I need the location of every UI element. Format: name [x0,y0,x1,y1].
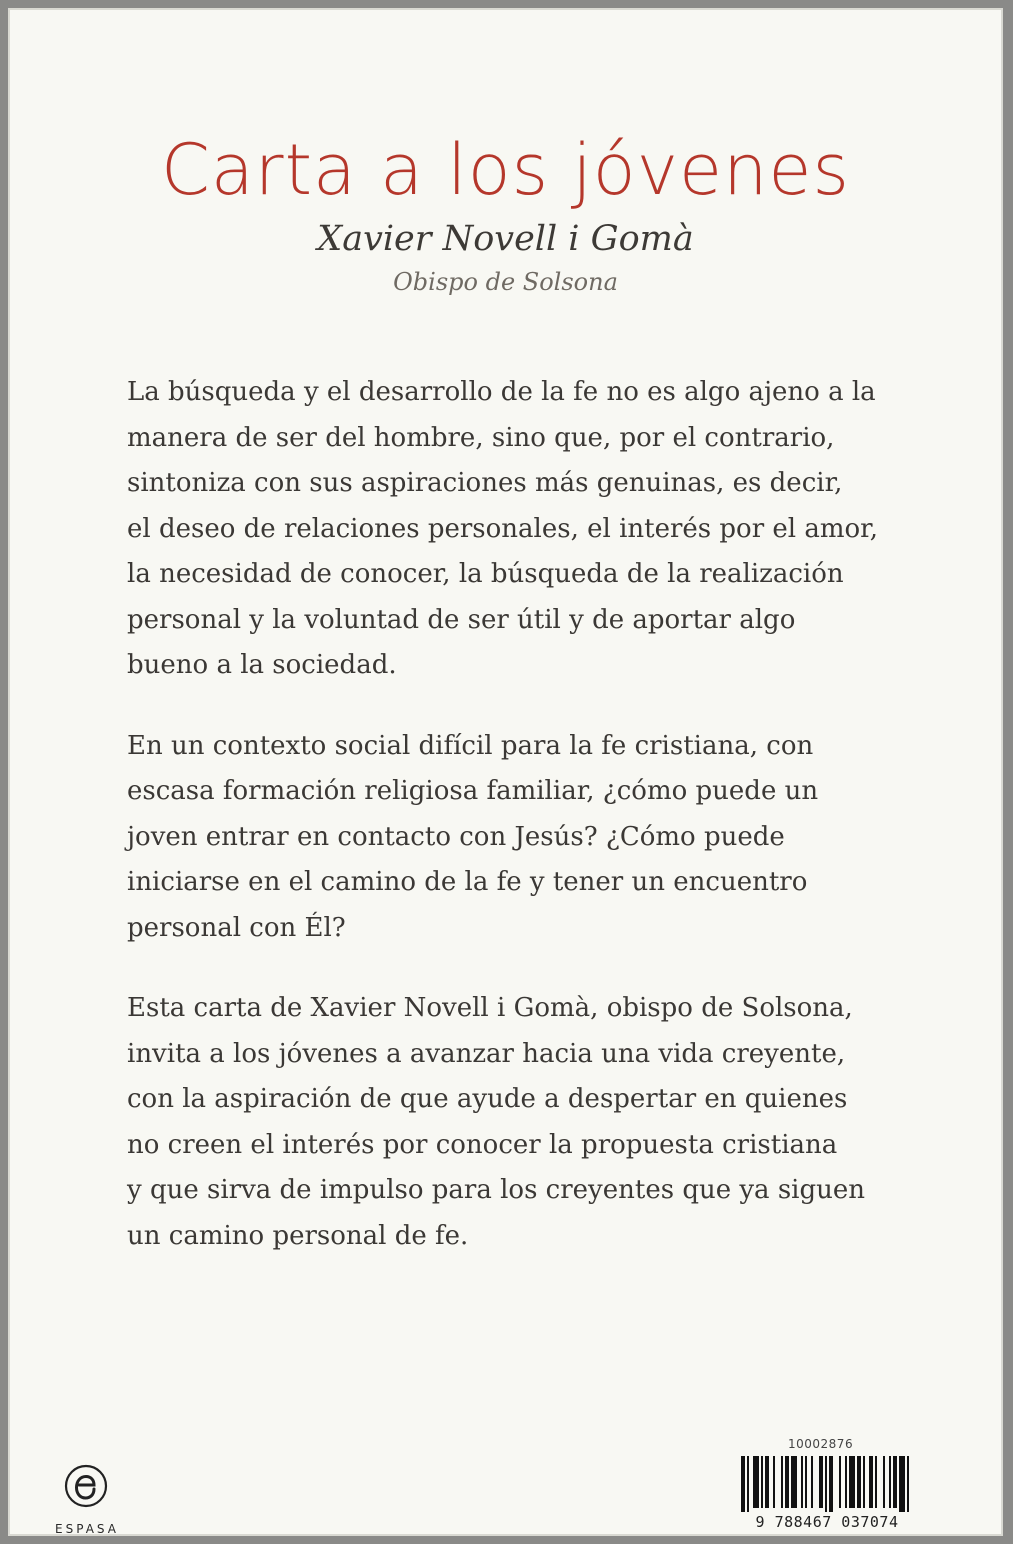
barcode-bar [875,1456,877,1508]
barcode-bar [741,1456,745,1512]
barcode-bar [845,1456,847,1508]
back-cover [8,8,1003,1536]
barcode-bar [765,1456,769,1508]
blurb-line: y que sirva de impulso para los creyentes que ya siguen [127,1175,865,1205]
barcode-bar [893,1456,897,1508]
book-title: Carta a los jóvenes [161,129,850,211]
barcode-bar [863,1456,865,1508]
barcode-bar [869,1456,873,1508]
blurb-line: manera de ser del hombre, sino que, por el contrario, [127,422,835,453]
barcode-bar [753,1456,759,1508]
barcode-bar [801,1456,803,1508]
blurb-line: joven entrar en contacto con Jesús? ¿Cómo puede [127,821,785,852]
publisher-name: ESPASA [55,1522,119,1536]
barcode-bar [889,1456,891,1508]
internal-code: 10002876 [788,1437,854,1451]
blurb-paragraph-3 [127,986,927,1259]
author-name: Xavier Novell i Gomà [317,219,694,259]
blurb-text [127,370,927,1294]
blurb-line: la necesidad de conocer, la búsqueda de la realización [127,559,844,589]
blurb-line: no creen el interés por conocer la propuesta cristiana [127,1129,838,1160]
barcode-bar [805,1456,807,1508]
barcode-bar [781,1456,783,1508]
isbn-number: 9 788467 037074 [755,1513,899,1531]
author-role: Obispo de Solsona [393,268,618,296]
barcode-bar [883,1456,885,1508]
barcode-bar [811,1456,813,1508]
barcode-bar [907,1456,909,1512]
blurb-line: personal y la voluntad de ser útil y de aportar algo [127,604,796,635]
blurb-line: sintoniza con sus aspiraciones más genuinas, es decir, [127,468,843,498]
blurb-line: un camino personal de fe. [127,1220,469,1251]
blurb-line: Esta carta de Xavier Novell i Gomà, obispo de Solsona, [127,993,853,1023]
barcode-bar [773,1456,775,1508]
blurb-line: personal con Él? [127,912,346,943]
blurb-line: con la aspiración de que ayude a despertar en quienes [127,1084,848,1114]
barcode [741,1456,913,1512]
barcode-bar [829,1456,833,1512]
blurb-line: En un contexto social difícil para la fe cristiana, con [127,730,814,761]
barcode-bar [819,1456,823,1508]
barcode-bar [857,1456,861,1508]
blurb-line: iniciarse en el camino de la fe y tener un encuentro [127,867,808,897]
publisher-logo [32,1464,142,1536]
barcode-bar [899,1456,905,1512]
blurb-line: La búsqueda y el desarrollo de la fe no es algo ajeno a la [127,377,876,407]
blurb-line: invita a los jóvenes a avanzar hacia una vida creyente, [127,1038,846,1069]
blurb-line: bueno a la sociedad. [127,650,397,680]
barcode-bar [839,1456,841,1508]
barcode-bar [791,1456,797,1508]
espasa-e-logo-icon [64,1464,108,1508]
barcode-bar [761,1456,763,1508]
barcode-bar [747,1456,749,1512]
blurb-line: escasa formación religiosa familiar, ¿cómo puede un [127,776,819,806]
blurb-line: el deseo de relaciones personales, el interés por el amor, [127,513,879,544]
blurb-paragraph-1 [127,370,927,689]
barcode-bar [849,1456,855,1508]
barcode-bar [785,1456,789,1508]
barcode-bar [825,1456,827,1512]
blurb-paragraph-2 [127,724,927,952]
